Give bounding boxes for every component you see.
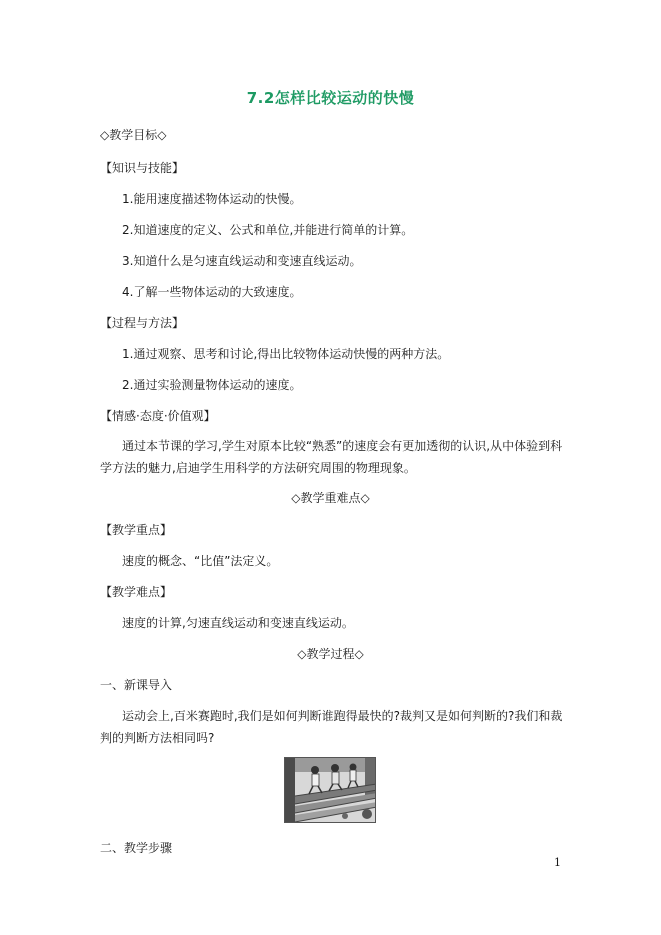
knowledge-item-1: 1.能用速度描述物体运动的快慢。	[122, 192, 302, 206]
emotion-heading: 【情感·态度·价值观】	[100, 409, 216, 423]
process-method-heading: 【过程与方法】	[100, 316, 185, 330]
emotion-paragraph-line-1: 通过本节课的学习,学生对原本比较“熟悉”的速度会有更加透彻的认识,从中体验到科	[122, 439, 563, 453]
knowledge-heading: 【知识与技能】	[100, 161, 185, 175]
difficult-point-heading: 【教学难点】	[100, 585, 173, 599]
intro-paragraph-line-2: 判的判断方法相同吗?	[100, 731, 215, 745]
knowledge-item-3: 3.知道什么是匀速直线运动和变速直线运动。	[122, 254, 362, 268]
keypoints-heading: ◇教学重难点◇	[291, 491, 370, 505]
intro-heading: 一、新课导入	[100, 678, 173, 692]
key-point-heading: 【教学重点】	[100, 523, 173, 537]
intro-paragraph-line-1: 运动会上,百米赛跑时,我们是如何判断谁跑得最快的?裁判又是如何判断的?我们和裁	[122, 709, 563, 723]
difficult-point-text: 速度的计算,匀速直线运动和变速直线运动。	[122, 616, 354, 630]
race-photo	[284, 757, 376, 823]
emotion-paragraph-line-2: 学方法的魅力,启迪学生用科学的方法研究周围的物理现象。	[100, 461, 416, 475]
page-number: 1	[554, 856, 561, 869]
teaching-process-heading: ◇教学过程◇	[297, 647, 364, 661]
process-item-1: 1.通过观察、思考和讨论,得出比较物体运动快慢的两种方法。	[122, 347, 450, 361]
knowledge-item-4: 4.了解一些物体运动的大致速度。	[122, 285, 302, 299]
knowledge-item-2: 2.知道速度的定义、公式和单位,并能进行简单的计算。	[122, 223, 414, 237]
steps-heading: 二、教学步骤	[100, 841, 173, 855]
objectives-heading: ◇教学目标◇	[100, 128, 167, 142]
key-point-text: 速度的概念、“比值”法定义。	[122, 554, 279, 568]
document-title: 7.2怎样比较运动的快慢	[246, 89, 415, 107]
process-item-2: 2.通过实验测量物体运动的速度。	[122, 378, 302, 392]
